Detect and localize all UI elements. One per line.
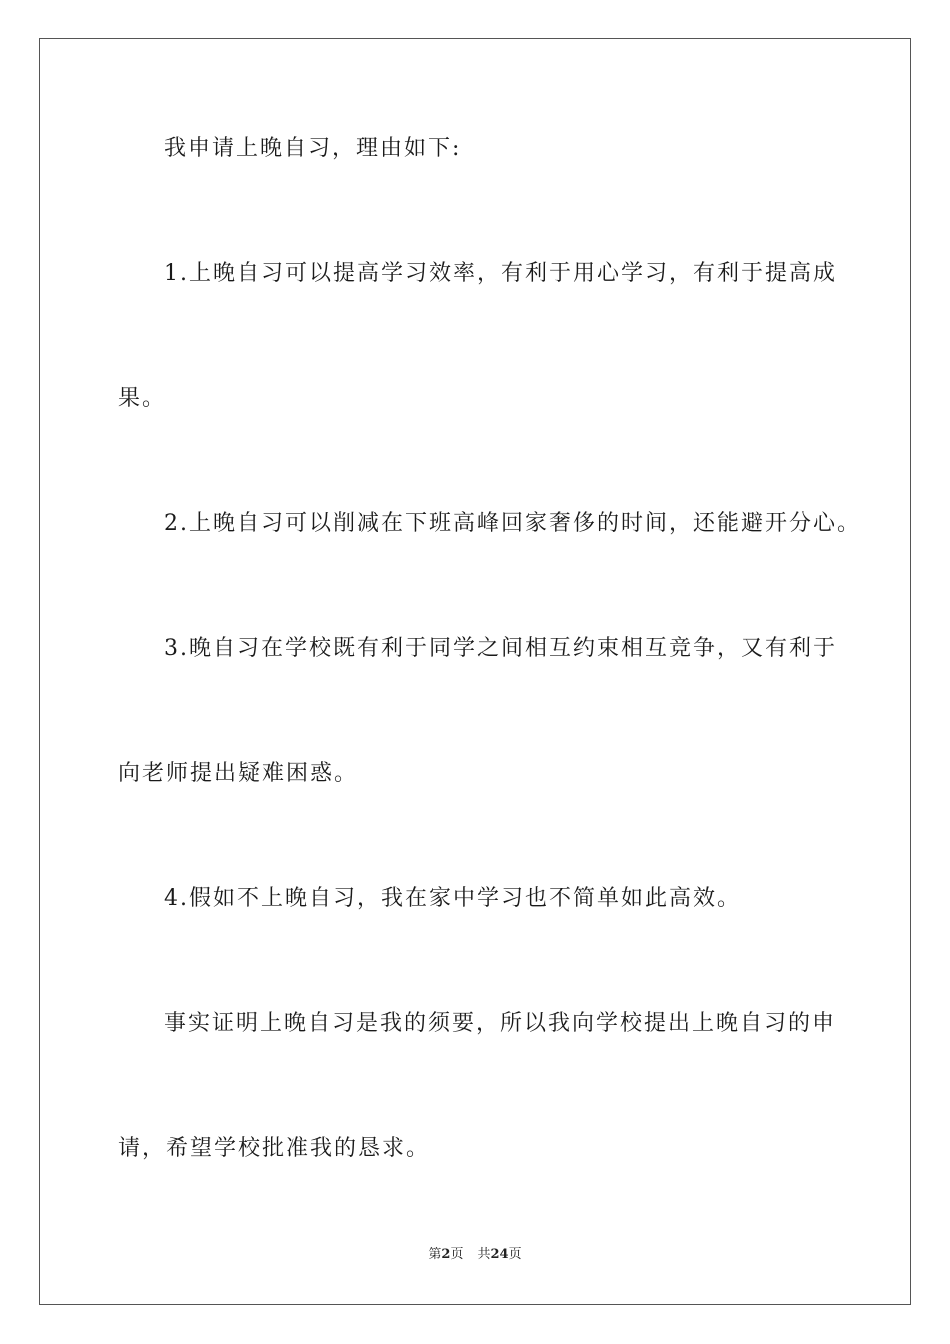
footer-page-prefix: 第 (428, 1247, 442, 1262)
footer-total-suffix: 页 (508, 1247, 522, 1262)
page-border (39, 38, 911, 1305)
footer-page-suffix: 页 (450, 1247, 464, 1262)
footer-total-pages: 24 (490, 1247, 509, 1262)
paragraph-reason-2: 2.上晚自习可以削减在下班高峰回家奢侈的时间，还能避开分心。 (164, 511, 861, 536)
paragraph-conclusion: 事实证明上晚自习是我的须要，所以我向学校提出上晚自习的申 (164, 1011, 837, 1036)
paragraph-intro: 我申请上晚自习，理由如下: (164, 136, 462, 161)
paragraph-conclusion-continued: 请，希望学校批准我的恳求。 (118, 1136, 431, 1161)
paragraph-reason-3-continued: 向老师提出疑难困惑。 (118, 761, 359, 786)
paragraph-reason-1-continued: 果。 (118, 386, 167, 411)
footer-total-prefix: 共 (477, 1247, 491, 1262)
paragraph-reason-1: 1.上晚自习可以提高学习效率，有利于用心学习，有利于提高成 (164, 261, 837, 286)
paragraph-reason-4: 4.假如不上晚自习，我在家中学习也不简单如此高效。 (164, 886, 741, 911)
paragraph-reason-3: 3.晚自习在学校既有利于同学之间相互约束相互竞争，又有利于 (164, 636, 837, 661)
footer-page-number: 2 (441, 1247, 451, 1262)
page-footer (0, 1246, 950, 1264)
